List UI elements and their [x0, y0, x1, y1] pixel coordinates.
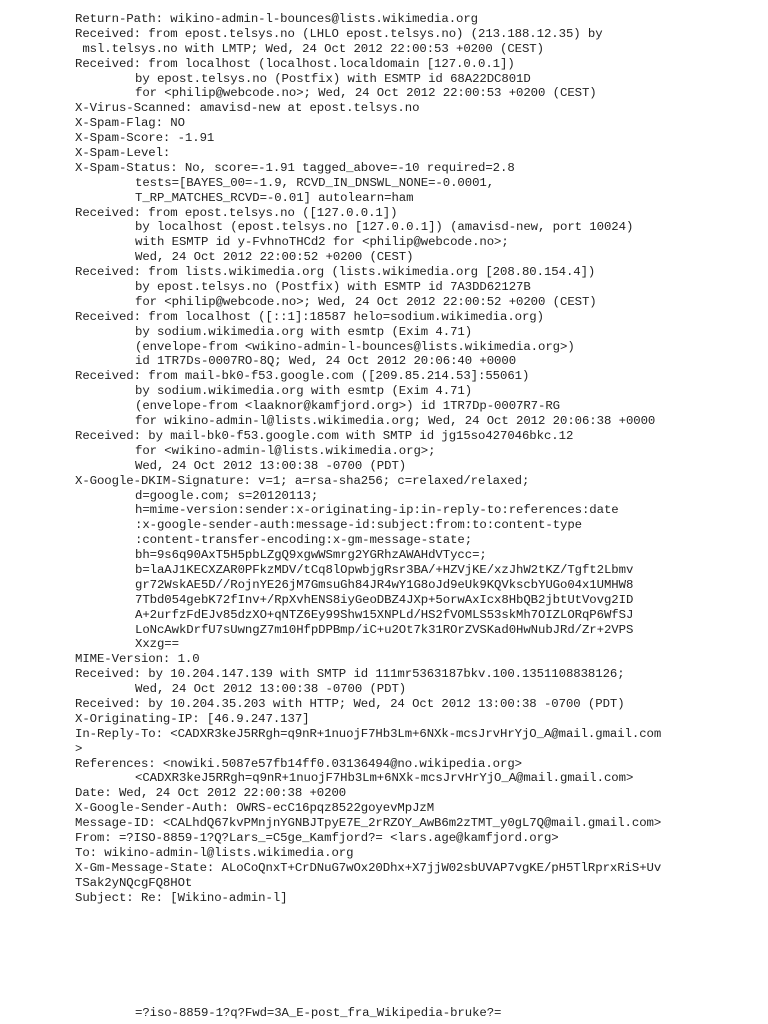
header-line: MIME-Version: 1.0	[75, 652, 200, 667]
header-line: From: =?ISO-8859-1?Q?Lars_=C5ge_Kamfjord?= <lars.age@kamfjord.org>	[75, 830, 559, 845]
header-line: X-Spam-Level:	[75, 146, 171, 161]
header-line: msl.telsys.no with LMTP; Wed, 24 Oct 2012 22:00:53 +0200 (CEST)	[75, 41, 544, 56]
header-line: Date: Wed, 24 Oct 2012 22:00:38 +0200	[75, 786, 347, 801]
header-line: X-Spam-Score: -1.91	[75, 131, 215, 146]
header-line: Wed, 24 Oct 2012 22:00:52 +0200 (CEST)	[135, 250, 414, 265]
header-line: T_RP_MATCHES_RCVD=-0.01] autolearn=ham	[135, 190, 414, 205]
header-line: In-Reply-To: <CADXR3keJ5RRgh=q9nR+1nuojF7Hb3Lm+6NXk-mcsJrvHrYjO_A@mail.gmail.com	[75, 726, 662, 741]
header-line: by localhost (epost.telsys.no [127.0.0.1]) (amavisd-new, port 10024)	[135, 220, 634, 235]
header-line: TSak2yNQcgFQ8HOt	[75, 875, 193, 890]
header-line: by epost.telsys.no (Postfix) with ESMTP id 7A3DD62127B	[135, 280, 531, 295]
header-line: Wed, 24 Oct 2012 13:00:38 -0700 (PDT)	[135, 682, 407, 697]
header-line: (envelope-from <laaknor@kamfjord.org>) id 1TR7Dp-0007R7-RG	[135, 399, 560, 414]
header-line: X-Virus-Scanned: amavisd-new at epost.telsys.no	[75, 101, 420, 116]
header-line: 7Tbd054gebK72fInv+/RpXvhENS8iyGeoDBZ4JXp+5orwAxIcx8HbQB2jbtUtVovg2ID	[135, 592, 634, 607]
header-line: h=mime-version:sender:x-originating-ip:in-reply-to:references:date	[135, 503, 619, 518]
encoded-subject-continuation: =?iso-8859-1?q?Fwd=3A_E-post_fra_Wikipedia-bruke?=	[135, 1006, 502, 1020]
header-line: Received: from mail-bk0-f53.google.com ([209.85.214.53]:55061)	[75, 369, 530, 384]
header-line: Received: from epost.telsys.no (LHLO epost.telsys.no) (213.188.12.35) by	[75, 26, 603, 41]
header-line: bh=9s6q90AxT5H5pbLZgQ9xgwWSmrg2YGRhzAWAHdVTycc=;	[135, 548, 487, 563]
header-line: X-Gm-Message-State: ALoCoQnxT+CrDNuG7wOx20Dhx+X7jjW02sbUVAP7vgKE/pH5TlRprxRiS+Uv	[75, 860, 662, 875]
header-line: Received: from lists.wikimedia.org (lists.wikimedia.org [208.80.154.4])	[75, 265, 596, 280]
header-line: :x-google-sender-auth:message-id:subject:from:to:content-type	[135, 518, 582, 533]
header-line: tests=[BAYES_00=-1.9, RCVD_IN_DNSWL_NONE=-0.0001,	[135, 175, 495, 190]
header-line: Xxzg==	[135, 637, 179, 652]
header-line: Received: by 10.204.35.203 with HTTP; Wed, 24 Oct 2012 13:00:38 -0700 (PDT)	[75, 696, 625, 711]
header-line: X-Originating-IP: [46.9.247.137]	[75, 711, 310, 726]
header-line: Received: from localhost ([::1]:18587 helo=sodium.wikimedia.org)	[75, 309, 544, 324]
header-line: by epost.telsys.no (Postfix) with ESMTP id 68A22DC801D	[135, 71, 531, 86]
header-line: Subject: Re: [Wikino-admin-l]	[75, 890, 288, 905]
header-line: Wed, 24 Oct 2012 13:00:38 -0700 (PDT)	[135, 458, 407, 473]
header-line: Received: from localhost (localhost.localdomain [127.0.0.1])	[75, 56, 515, 71]
header-line: X-Google-Sender-Auth: OWRS-ecC16pqz8522goyevMpJzM	[75, 801, 435, 816]
header-line: for wikino-admin-l@lists.wikimedia.org; Wed, 24 Oct 2012 20:06:38 +0000	[135, 414, 656, 429]
header-line: A+2urfzFdEJv85dzXO+qNTZ6Ey99Shw15XNPLd/HS2fVOMLS53skMh7OIZLORqP6WfSJ	[135, 607, 634, 622]
header-line: Received: from epost.telsys.no ([127.0.0.1])	[75, 205, 398, 220]
header-line: gr72WskAE5D//RojnYE26jM7GmsuGh84JR4wY1G8oJd9eUk9KQVkscbYUGo04x1UMHW8	[135, 577, 634, 592]
header-line: by sodium.wikimedia.org with esmtp (Exim 4.71)	[135, 324, 473, 339]
header-line: Received: by mail-bk0-f53.google.com with SMTP id jg15so427046bkc.12	[75, 428, 574, 443]
header-line: <CADXR3keJ5RRgh=q9nR+1nuojF7Hb3Lm+6NXk-mcsJrvHrYjO_A@mail.gmail.com>	[135, 771, 634, 786]
header-line: for <wikino-admin-l@lists.wikimedia.org>;	[135, 443, 436, 458]
header-line: with ESMTP id y-FvhnoTHCd2 for <philip@webcode.no>;	[135, 235, 509, 250]
header-line: for <philip@webcode.no>; Wed, 24 Oct 2012 22:00:53 +0200 (CEST)	[135, 86, 597, 101]
header-line: To: wikino-admin-l@lists.wikimedia.org	[75, 845, 354, 860]
header-line: >	[75, 741, 83, 756]
header-line: d=google.com; s=20120113;	[135, 488, 319, 503]
header-line: b=laAJ1KECXZAR0PFkzMDV/tCq8lOpwbjgRsr3BA/+HZVjKE/xzJhW2tKZ/Tgft2Lbmv	[135, 562, 634, 577]
header-line: Message-ID: <CALhdQ67kvPMnjnYGNBJTpyE7E_2rRZOY_AwB6m2zTMT_y0gL7Q@mail.gmail.com>	[75, 816, 662, 831]
header-line: by sodium.wikimedia.org with esmtp (Exim 4.71)	[135, 384, 473, 399]
header-line: for <philip@webcode.no>; Wed, 24 Oct 2012 22:00:52 +0200 (CEST)	[135, 294, 597, 309]
header-line: LoNcAwkDrfU7sUwngZ7m10HfpDPBmp/iC+u2Ot7k31ROrZVSKad0HwNubJRd/Zr+2VPS	[135, 622, 634, 637]
header-line: X-Spam-Flag: NO	[75, 116, 185, 131]
header-line: X-Google-DKIM-Signature: v=1; a=rsa-sha256; c=relaxed/relaxed;	[75, 473, 530, 488]
email-raw-headers	[75, 12, 755, 905]
header-line: X-Spam-Status: No, score=-1.91 tagged_above=-10 required=2.8	[75, 160, 515, 175]
header-line: :content-transfer-encoding:x-gm-message-state;	[135, 533, 473, 548]
header-line: (envelope-from <wikino-admin-l-bounces@lists.wikimedia.org>)	[135, 339, 575, 354]
header-line: id 1TR7Ds-0007RO-8Q; Wed, 24 Oct 2012 20:06:40 +0000	[135, 354, 517, 369]
header-line: References: <nowiki.5087e57fb14ff0.03136494@no.wikipedia.org>	[75, 756, 522, 771]
header-line: Received: by 10.204.147.139 with SMTP id 111mr5363187bkv.100.1351108838126;	[75, 667, 625, 682]
header-line: Return-Path: wikino-admin-l-bounces@lists.wikimedia.org	[75, 12, 479, 26]
